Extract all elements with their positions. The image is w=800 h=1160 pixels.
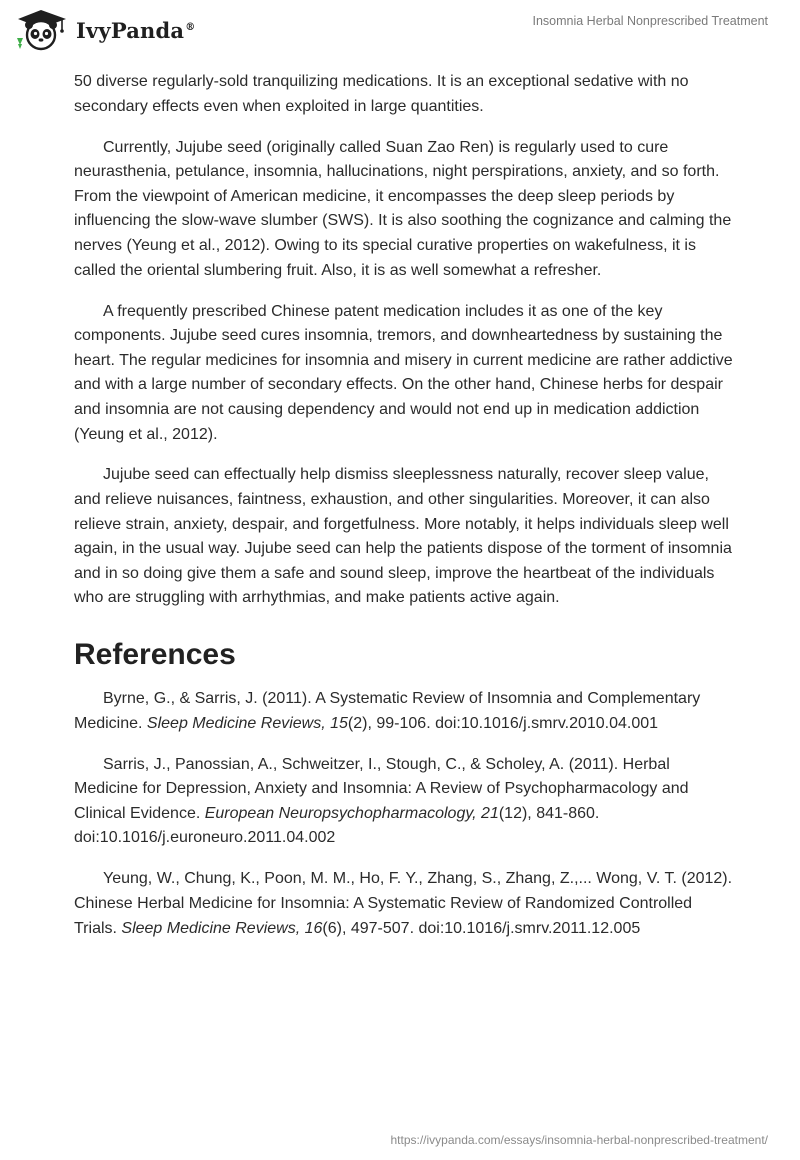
reference-text: (2), 99-106. doi:10.1016/j.smrv.2010.04.001 — [347, 714, 659, 732]
reference-item — [74, 687, 734, 736]
paragraph: Jujube seed can effectually help dismiss sleeplessness naturally, recover sleep value, and relieve nuisances, faintness, exhaustion, and other singularities. Moreover, it can also relieve strain, anxiety, despair, and forgetfulness. More notably, it helps individuals sleep well again, in the usual way. Jujube seed can help the patients dispose of the torment of insomnia and in so doing give them a safe and sound sleep, improve the heartbeat of the individuals who are struggling with arrhythmias, and make patients active again. — [74, 466, 732, 607]
source-url[interactable]: https://ivypanda.com/essays/insomnia-herbal-nonprescribed-treatment/ — [390, 1133, 768, 1147]
reference-journal: European Neuropsychopharmacology, 21 — [204, 804, 499, 822]
reference-text: (6), 497-507. doi:10.1016/j.smrv.2011.12.005 — [322, 919, 641, 937]
reference-item — [74, 867, 734, 941]
page-header — [0, 0, 800, 70]
paragraph: A frequently prescribed Chinese patent medication includes it as one of the key components. Jujube seed cures insomnia, tremors, and downheartedness by sustaining the heart. The regular medicines for insomnia and misery in current medicine are rather addictive and with a large number of secondary effects. On the other hand, Chinese herbs for despair and insomnia are not causing dependency and would not end up in medication addiction (Yeung et al., 2012). — [74, 302, 733, 443]
reference-text: Sarris, J., Panossian, A., Schweitzer, I., Stough, C., & Scholey, A. (2011). Herbal Medicine for Depression, Anxiety and Insomnia: A Review of Psychopharmacology and Clinical Evidence. — [74, 755, 689, 822]
reference-text: (12), 841-860. doi:10.1016/j.euroneuro.2011.04.002 — [74, 804, 600, 847]
paragraph: Currently, Jujube seed (originally called Suan Zao Ren) is regularly used to cure neurasthenia, petulance, insomnia, hallucinations, night perspirations, anxiety, and so forth. From the viewpoint of American medicine, it encompasses the deep sleep periods by influencing the slow-wave slumber (SWS). It is also soothing the cognizance and calming the nerves (Yeung et al., 2012). Owing to its special curative properties on wakefulness, it is called the oriental slumbering fruit. Also, it is as well somewhat a refresher. — [74, 138, 732, 279]
essay-content — [74, 70, 734, 958]
ivypanda-logo[interactable] — [14, 8, 195, 52]
paragraph: 50 diverse regularly-sold tranquilizing medications. It is an exceptional sedative with no secondary effects even when exploited in large quantities. — [74, 73, 689, 115]
reference-item — [74, 753, 734, 851]
reference-journal: Sleep Medicine Reviews, 16 — [121, 919, 323, 937]
panda-graduate-icon — [14, 8, 70, 52]
references-heading: References — [74, 638, 236, 672]
brand-name: IvyPanda® — [76, 17, 196, 43]
registered-mark: ® — [185, 21, 196, 33]
reference-text: Yeung, W., Chung, K., Poon, M. M., Ho, F. Y., Zhang, S., Zhang, Z.,... Wong, V. T. (2012). Chinese Herbal Medicine for Insomnia: A Systematic Review of Randomized Controlled Trials. — [74, 870, 733, 937]
document-title: Insomnia Herbal Nonprescribed Treatment — [532, 14, 768, 28]
reference-journal: Sleep Medicine Reviews, 15 — [146, 714, 348, 732]
reference-text: Byrne, G., & Sarris, J. (2011). A Systematic Review of Insomnia and Complementary Medicine. — [74, 690, 701, 732]
